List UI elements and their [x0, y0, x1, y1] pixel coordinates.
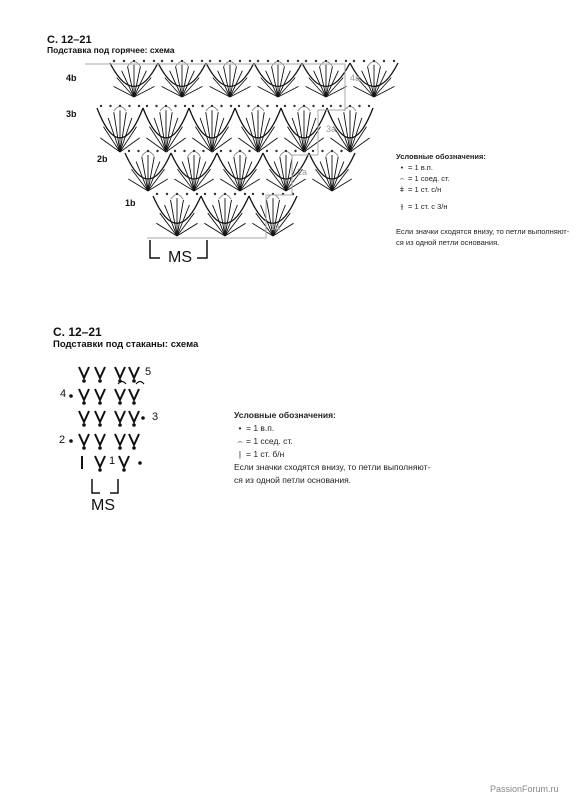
v-stitch — [95, 367, 105, 378]
legend-2-note: Если значки сходятся внизу, то петли выполняют- ся из одной петли основания. — [234, 462, 431, 485]
chain-dot — [98, 379, 102, 383]
chain-dot — [69, 439, 73, 443]
row-label-1b: 1b — [125, 198, 136, 208]
legend-1-item: • = 1 в.п. — [396, 162, 586, 173]
row-label-2a: 2a — [297, 167, 308, 177]
legend-2-item: • = 1 в.п. — [234, 422, 464, 435]
section1-subtitle: Подставка под горячее: схема — [47, 45, 175, 55]
chain-dot — [82, 446, 86, 450]
chain-dot — [98, 423, 102, 427]
single-crochet-icon: | — [238, 449, 242, 459]
v-stitch — [129, 389, 139, 400]
chain-dot — [98, 468, 102, 472]
v-stitch — [79, 434, 89, 445]
v-stitch — [79, 367, 89, 378]
chain-dot — [132, 379, 136, 383]
chain-dot — [69, 394, 73, 398]
double-crochet-icon: ǂ — [399, 185, 405, 194]
v-stitch — [95, 456, 105, 467]
row-label-4a: 4a — [350, 73, 361, 83]
slip-stitch — [136, 382, 144, 385]
chain-dot — [122, 468, 126, 472]
v-stitch — [79, 411, 89, 422]
chain-dot-icon: • — [238, 423, 242, 433]
legend-1-item: ⫲ = 1 ст. с 3/н — [396, 201, 586, 212]
ms-bracket-right — [110, 479, 118, 493]
chain-dot — [132, 401, 136, 405]
v-stitch — [119, 456, 129, 467]
ms-bracket-left — [92, 479, 100, 493]
row-label-3a: 3a — [326, 124, 337, 134]
legend-1-heading: Условные обозначения: — [396, 152, 486, 161]
ms-label-2: MS — [91, 497, 115, 514]
legend-2 — [234, 409, 464, 487]
v-stitch — [129, 411, 139, 422]
row-number-2: 2 — [59, 434, 66, 446]
v-stitch — [115, 411, 125, 422]
row-number-1: 1 — [109, 455, 116, 467]
v-stitch — [115, 434, 125, 445]
chain-dot — [118, 423, 122, 427]
chain-dot — [82, 379, 86, 383]
legend-2-item: ⌢ = 1 ссед. ст. — [234, 435, 464, 448]
chain-dot — [141, 416, 145, 420]
legend-2-item: | = 1 ст. б/н — [234, 448, 464, 461]
chain-dot — [98, 446, 102, 450]
chain-dot — [82, 423, 86, 427]
v-stitch — [115, 389, 125, 400]
chain-dot — [132, 446, 136, 450]
legend-1-item: ⌢ = 1 соед. ст. — [396, 173, 586, 184]
watermark: PassionForum.ru — [490, 784, 559, 794]
v-stitch — [129, 367, 139, 378]
row-number-5: 5 — [145, 366, 152, 378]
v-stitch — [115, 367, 125, 378]
v-stitch — [79, 389, 89, 400]
slip-stitch-icon: ⌢ — [399, 174, 405, 183]
legend-2-heading: Условные обозначения: — [234, 410, 336, 420]
row-number-3: 3 — [152, 411, 159, 423]
treble-crochet-icon: ⫲ — [400, 202, 404, 211]
row-number-4: 4 — [60, 388, 67, 400]
chain-dot — [138, 461, 142, 465]
row-label-3b: 3b — [66, 109, 77, 119]
slip-stitch-icon: ⌢ — [237, 436, 243, 446]
legend-1-item: ǂ = 1 ст. с/н — [396, 184, 586, 195]
v-stitch — [129, 434, 139, 445]
chain-dot — [118, 446, 122, 450]
chain-dot-icon: • — [400, 163, 404, 172]
row-label-4b: 4b — [66, 73, 77, 83]
legend-1-note: Если значки сходятся внизу, то петли выполняют- ся из одной петли основания. — [396, 227, 570, 247]
chain-dot — [98, 401, 102, 405]
chain-dot — [118, 401, 122, 405]
v-stitch — [95, 389, 105, 400]
row-label-2b: 2b — [97, 154, 108, 164]
v-stitch — [95, 434, 105, 445]
section2-title: С. 12–21 — [53, 325, 102, 339]
chain-dot — [82, 401, 86, 405]
row-label-1a: 1a — [270, 222, 281, 232]
v-stitch — [95, 411, 105, 422]
section2-subtitle: Подставки под стаканы: схема — [53, 339, 199, 350]
ms-label-1: MS — [168, 249, 192, 266]
section1-title: С. 12–21 — [47, 34, 92, 46]
chain-dot — [132, 423, 136, 427]
